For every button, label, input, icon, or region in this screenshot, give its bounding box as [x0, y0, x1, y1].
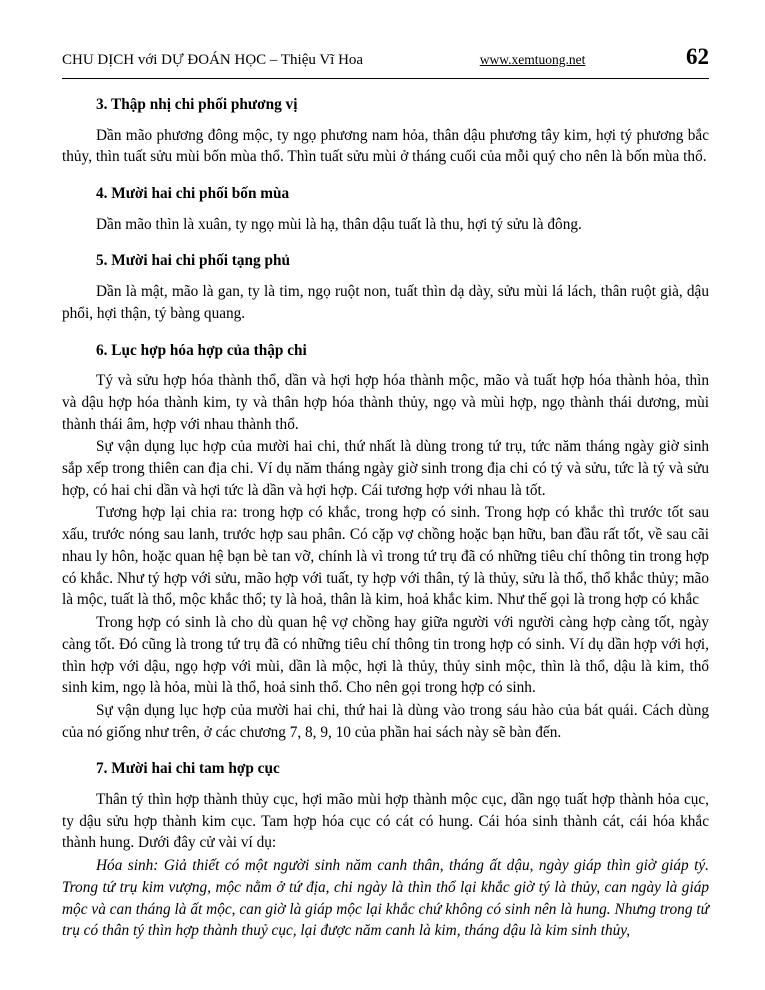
section-heading-5: 5. Mười hai chi phối tạng phủ — [96, 252, 291, 270]
section-3-paragraph-1: Dần mão phương đông mộc, ty ngọ phương nam hỏa, thân dậu phương tây kim, hợi tý phương bắc thủy, thìn tuất sửu mùi bốn mùa thổ. Thìn tuất sửu mùi ở tháng cuối của mỗi quý cho nên là bốn mùa thổ. — [62, 126, 709, 166]
section-6-paragraph-3: Tương hợp lại chia ra: trong hợp có khắc, trong hợp có sinh. Trong hợp có khắc thì trước tốt sau xấu, trước nóng sau lanh, trước hợp sau phân. Có cặp vợ chồng hoặc bạn hữu, ban đầu rất tốt, về sau cãi nhau ly hôn, hoặc quan hệ bạn bè tan vỡ, chính là vì trong tứ trụ đã có những tiêu chí thông tin trong hợp có khắc. Như tý hợp với sửu, mão hợp với tuất, ty hợp với thân, tý là thủy, sửu là thổ, thổ khắc thủy; mão là mộc, tuất là thổ, mộc khắc thổ; ty là hoả, thân là kim, hoả khắc kim. Như thế gọi là trong hợp có khắc — [62, 504, 709, 609]
section-heading-7: 7. Mười hai chi tam hợp cục — [96, 760, 280, 778]
page-header — [62, 44, 709, 76]
website-link[interactable]: www.xemtuong.net — [479, 52, 586, 67]
section-5-paragraph-1: Dần là mật, mão là gan, ty là tim, ngọ ruột non, tuất thìn dạ dày, sửu mùi lá lách, thân ruột già, dậu phổi, hợi thận, tý bàng quang. — [62, 283, 709, 322]
section-7-paragraph-1: Thân tý thìn hợp thành thủy cục, hợi mão mùi hợp thành mộc cục, dần ngọ tuất hợp thành hỏa cục, ty dậu sửu hợp thành kim cục. Tam hợp hóa cục có cát có hung. Cái hóa sinh thành cát, cái hóa khắc thành hung. Dưới đây cử vài ví dụ: — [62, 791, 709, 852]
book-title: CHU DỊCH với DỰ ĐOÁN HỌC – Thiệu Vĩ Hoa — [62, 52, 364, 68]
header-divider — [62, 78, 709, 79]
example-lead-label: Hóa sinh: — [96, 857, 159, 875]
section-heading-4: 4. Mười hai chi phối bốn mùa — [96, 185, 290, 203]
section-6-paragraph-2: Sự vận dụng lục hợp của mười hai chi, thứ nhất là dùng trong tứ trụ, tức năm tháng ngày giờ sinh sắp xếp trong thiên can địa chi. Ví dụ năm tháng ngày giờ sinh trong địa chi có tý và sửu, tức là tý và sửu hợp, có hai chi dần và hợi tức là dần và hợi hợp. Cái tương hợp với nhau là tốt. — [62, 438, 709, 499]
section-heading-3: 3. Thập nhị chi phối phương vị — [96, 96, 298, 113]
example-text: Giả thiết có một người sinh năm canh thân, tháng ất dậu, ngày giáp thìn giờ giáp tý. Trong tứ trụ kim vượng, mộc nằm ở tứ địa, chi ngày là thìn thổ lại khắc giờ tý là thủy, can ngày là giáp mộc và can tháng là ất mộc, can giờ là giáp mộc lại khắc chứ không có sinh nên là hung. Nhưng trong tứ trụ có thân tý thìn hợp thành thuỷ cục, lại được năm canh là kim, tháng dậu là kim sinh thủy, — [62, 857, 709, 940]
section-4-paragraph-1: Dần mão thìn là xuân, ty ngọ mùi là hạ, thân dậu tuất là thu, hợi tý sửu là đông. — [96, 215, 582, 233]
section-7-example-paragraph — [62, 855, 709, 942]
section-6-paragraph-1: Tý và sửu hợp hóa thành thổ, dần và hợi hợp hóa thành mộc, mão và tuất hợp hóa thành hỏa, thìn và dậu hợp hóa thành kim, ty và thân hợp hóa thành thủy, ngọ và mùi hợp, ngọ thành thái dương, mùi thành thái âm, hợp với nhau thành thổ. — [62, 372, 709, 433]
section-6-paragraph-5: Sự vận dụng lục hợp của mười hai chi, thứ hai là dùng vào trong sáu hào của bát quái. Cách dùng của nó giống như trên, ở các chương 7, 8, 9, 10 của phần hai sách này sẽ bàn đến. — [62, 701, 709, 741]
section-6-paragraph-4: Trong hợp có sinh là cho dù quan hệ vợ chồng hay giữa người với người càng hợp càng tốt, ngày càng tốt. Đó cũng là trong tứ trụ đã có những tiêu chí thông tin trong hợp có sinh. Ví dụ dần hợp với hợi, thìn hợp với dậu, ngọ hợp với mùi, dần là mộc, hợi là thủy, thủy sinh mộc, thìn là thổ, dậu là kim, thổ sinh kim, ngọ là hỏa, mùi là thổ, hoả sinh thổ. Cho nên gọi trong hợp có sinh. — [62, 614, 709, 697]
section-heading-6: 6. Lục hợp hóa hợp của thập chi — [96, 341, 307, 359]
page-number: 62 — [686, 44, 709, 69]
